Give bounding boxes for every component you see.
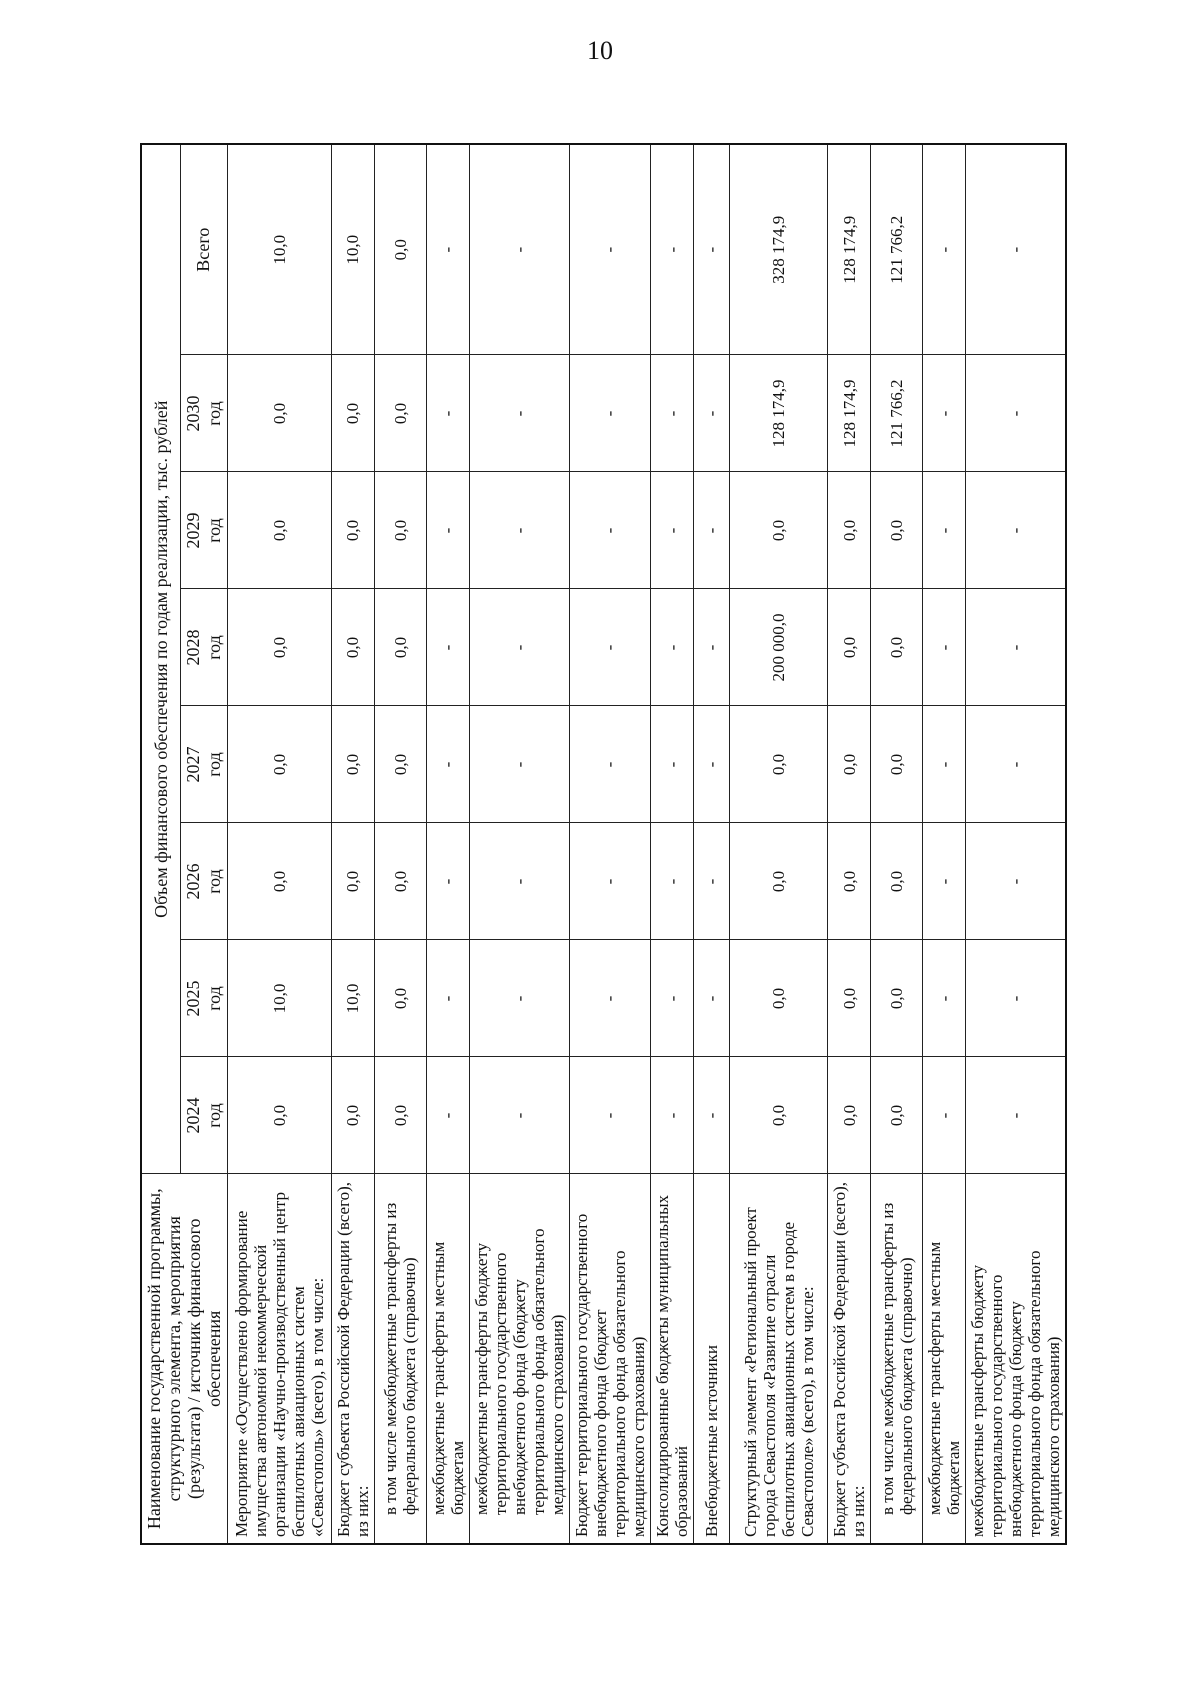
name-column-header: Наименование государственной программы, структурного элемента, мероприятия (результата) / источник финансового обеспечения: [141, 1174, 227, 1544]
cell-total: 0,0: [374, 144, 426, 355]
row-label: Бюджет территориального государственного внебюджетного фонда (бюджет территориального фонда обязательного медицинского страхования): [569, 1174, 650, 1544]
cell-value: -: [569, 472, 650, 589]
row-label: Мероприятие «Осуществлено формирование имущества автономной некоммерческой организации «Научно-производственный центр беспилотных авиационных систем «Севастополь» (всего), в том числе:: [227, 1174, 331, 1544]
cell-total: -: [923, 144, 966, 355]
cell-value: 0,0: [828, 823, 871, 940]
cell-value: -: [966, 355, 1067, 472]
cell-value: 0,0: [828, 472, 871, 589]
year-header-2027: 2027 год: [181, 706, 228, 823]
cell-value: 0,0: [730, 823, 828, 940]
cell-value: -: [694, 706, 730, 823]
cell-value: -: [651, 706, 694, 823]
cell-value: -: [469, 706, 569, 823]
cell-value: 0,0: [331, 589, 374, 706]
cell-value: -: [923, 940, 966, 1057]
cell-value: 0,0: [730, 1057, 828, 1174]
row-label: Внебюджетные источники: [694, 1174, 730, 1544]
cell-total: -: [694, 144, 730, 355]
cell-value: -: [569, 823, 650, 940]
table-row: [828, 144, 871, 1544]
row-label: межбюджетные трансферты бюджету территориального государственного внебюджетного фонда (бюджету территориального фонда обязательного медицинского страхования): [469, 1174, 569, 1544]
cell-value: -: [426, 589, 469, 706]
row-label: межбюджетные трансферты бюджету территориального государственного внебюджетного фонда (бюджету территориального фонда обязательного медицинского страхования): [966, 1174, 1067, 1544]
cell-value: -: [966, 823, 1067, 940]
table-row: [923, 144, 966, 1544]
cell-value: 128 174,9: [828, 355, 871, 472]
cell-value: 0,0: [871, 1057, 923, 1174]
row-label: межбюджетные трансферты местным бюджетам: [923, 1174, 966, 1544]
cell-value: 0,0: [331, 823, 374, 940]
cell-value: -: [651, 1057, 694, 1174]
table-row: [569, 144, 650, 1544]
row-label: Бюджет субъекта Российской Федерации (всего), из них:: [828, 1174, 871, 1544]
cell-total: 10,0: [227, 144, 331, 355]
cell-value: 121 766,2: [871, 355, 923, 472]
row-label: Бюджет субъекта Российской Федерации (всего), из них:: [331, 1174, 374, 1544]
cell-value: 0,0: [374, 472, 426, 589]
cell-total: 121 766,2: [871, 144, 923, 355]
cell-value: 0,0: [331, 355, 374, 472]
cell-total: 128 174,9: [828, 144, 871, 355]
cell-value: -: [923, 823, 966, 940]
cell-value: -: [651, 472, 694, 589]
cell-value: 0,0: [871, 589, 923, 706]
cell-value: -: [569, 355, 650, 472]
cell-value: -: [923, 355, 966, 472]
cell-value: -: [694, 355, 730, 472]
cell-value: -: [569, 706, 650, 823]
page-number: 10: [587, 36, 613, 65]
cell-value: 0,0: [374, 355, 426, 472]
year-header-2030: 2030 год: [181, 355, 228, 472]
cell-value: 200 000,0: [730, 589, 828, 706]
cell-value: -: [694, 472, 730, 589]
cell-value: -: [569, 940, 650, 1057]
rotated-table-container: [140, 145, 1064, 1545]
cell-value: 0,0: [374, 1057, 426, 1174]
cell-value: -: [966, 706, 1067, 823]
row-label: Структурный элемент «Региональный проект города Севастополя «Развитие отрасли беспилотных авиационных систем в городе Севастополе» (всего), в том числе:: [730, 1174, 828, 1544]
cell-value: 0,0: [227, 706, 331, 823]
cell-value: 0,0: [828, 1057, 871, 1174]
cell-value: -: [694, 823, 730, 940]
table-row: [694, 144, 730, 1544]
cell-value: 0,0: [331, 472, 374, 589]
header-row-group: [141, 144, 181, 1544]
cell-value: 0,0: [871, 706, 923, 823]
cell-value: 0,0: [730, 940, 828, 1057]
cell-value: 0,0: [730, 706, 828, 823]
cell-value: -: [469, 472, 569, 589]
cell-value: -: [966, 1057, 1067, 1174]
cell-value: -: [923, 472, 966, 589]
cell-value: 0,0: [331, 1057, 374, 1174]
year-header-2024: 2024 год: [181, 1057, 228, 1174]
cell-value: 0,0: [227, 355, 331, 472]
cell-total: 10,0: [331, 144, 374, 355]
cell-value: -: [651, 940, 694, 1057]
cell-value: -: [426, 355, 469, 472]
cell-value: 0,0: [871, 823, 923, 940]
table-row: [227, 144, 331, 1544]
cell-value: -: [426, 706, 469, 823]
cell-value: -: [651, 355, 694, 472]
cell-total: -: [569, 144, 650, 355]
cell-value: 0,0: [730, 472, 828, 589]
year-header-2026: 2026 год: [181, 823, 228, 940]
cell-value: -: [694, 589, 730, 706]
cell-value: -: [694, 940, 730, 1057]
cell-total: -: [426, 144, 469, 355]
cell-value: -: [694, 1057, 730, 1174]
cell-value: 0,0: [828, 589, 871, 706]
cell-value: 0,0: [227, 823, 331, 940]
table-row: [871, 144, 923, 1544]
cell-value: -: [966, 940, 1067, 1057]
financing-volume-header: Объем финансового обеспечения по годам реализации, тыс. рублей: [141, 144, 181, 1174]
year-header-2025: 2025 год: [181, 940, 228, 1057]
cell-value: 0,0: [871, 940, 923, 1057]
table-row: [651, 144, 694, 1544]
cell-total: -: [469, 144, 569, 355]
cell-value: 10,0: [227, 940, 331, 1057]
row-label: межбюджетные трансферты местным бюджетам: [426, 1174, 469, 1544]
cell-value: -: [966, 589, 1067, 706]
table-row: [469, 144, 569, 1544]
financing-table: [140, 143, 1067, 1545]
row-label: в том числе межбюджетные трансферты из федерального бюджета (справочно): [374, 1174, 426, 1544]
row-label: Консолидированные бюджеты муниципальных образований: [651, 1174, 694, 1544]
cell-value: -: [426, 1057, 469, 1174]
cell-value: -: [569, 589, 650, 706]
cell-value: 10,0: [331, 940, 374, 1057]
cell-total: -: [966, 144, 1067, 355]
cell-value: 128 174,9: [730, 355, 828, 472]
cell-value: -: [469, 1057, 569, 1174]
cell-value: 0,0: [227, 472, 331, 589]
cell-total: 328 174,9: [730, 144, 828, 355]
table-row: [331, 144, 374, 1544]
cell-value: 0,0: [227, 589, 331, 706]
year-header-2029: 2029 год: [181, 472, 228, 589]
cell-value: 0,0: [374, 823, 426, 940]
cell-value: -: [651, 589, 694, 706]
cell-value: -: [966, 472, 1067, 589]
total-header: Всего: [181, 144, 228, 355]
cell-value: -: [469, 940, 569, 1057]
cell-value: 0,0: [374, 589, 426, 706]
table-row: [426, 144, 469, 1544]
cell-value: 0,0: [227, 1057, 331, 1174]
table-row: [730, 144, 828, 1544]
cell-value: -: [569, 1057, 650, 1174]
cell-total: -: [651, 144, 694, 355]
cell-value: -: [923, 1057, 966, 1174]
cell-value: -: [651, 823, 694, 940]
cell-value: 0,0: [828, 706, 871, 823]
cell-value: 0,0: [374, 706, 426, 823]
cell-value: -: [469, 589, 569, 706]
cell-value: -: [426, 472, 469, 589]
cell-value: -: [469, 823, 569, 940]
cell-value: -: [923, 706, 966, 823]
cell-value: 0,0: [331, 706, 374, 823]
table-row: [966, 144, 1067, 1544]
cell-value: 0,0: [871, 472, 923, 589]
cell-value: -: [923, 589, 966, 706]
cell-value: 0,0: [828, 940, 871, 1057]
table-row: [374, 144, 426, 1544]
cell-value: -: [426, 823, 469, 940]
cell-value: 0,0: [374, 940, 426, 1057]
cell-value: -: [469, 355, 569, 472]
row-label: в том числе межбюджетные трансферты из федерального бюджета (справочно): [871, 1174, 923, 1544]
year-header-2028: 2028 год: [181, 589, 228, 706]
cell-value: -: [426, 940, 469, 1057]
